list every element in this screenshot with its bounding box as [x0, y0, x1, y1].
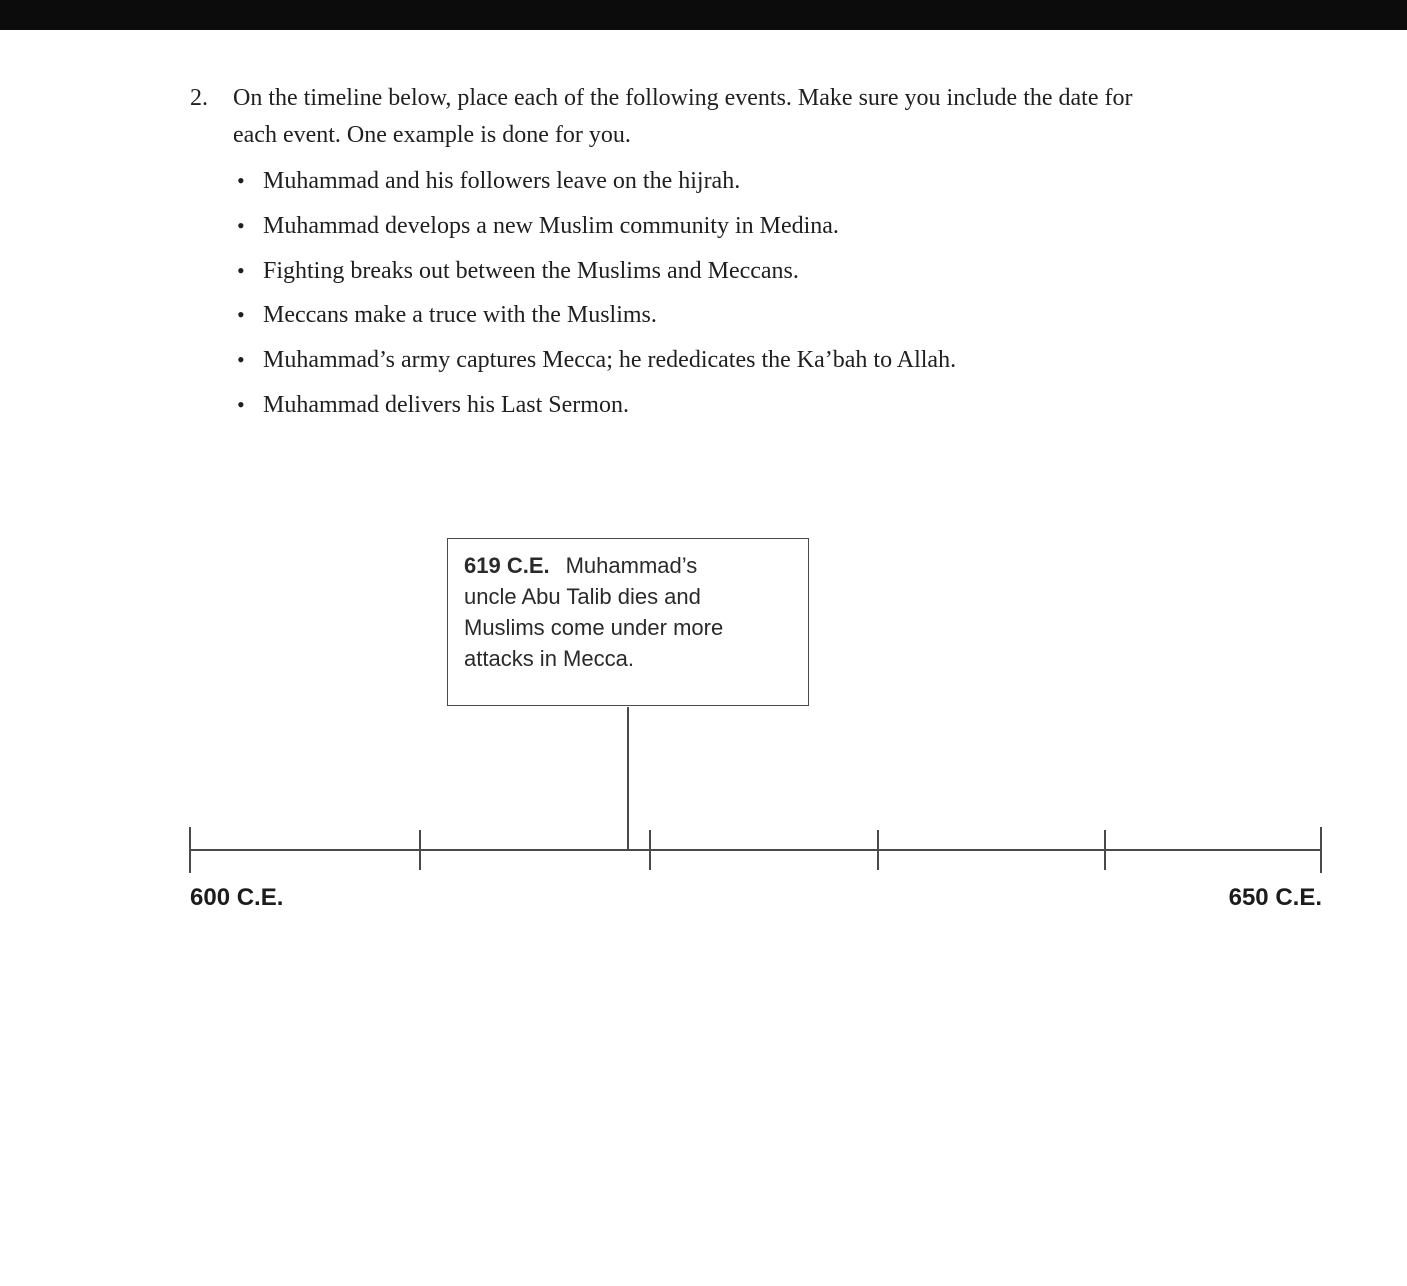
event-item: • Muhammad delivers his Last Sermon.	[233, 383, 956, 428]
example-box-connector-line	[627, 707, 629, 850]
event-item: • Meccans make a truce with the Muslims.	[233, 293, 956, 338]
event-item: • Muhammad develops a new Muslim community in Medina.	[233, 204, 956, 249]
event-item: • Muhammad and his followers leave on the hijrah.	[233, 159, 956, 204]
event-item: • Fighting breaks out between the Muslims and Meccans.	[233, 249, 956, 294]
event-list	[233, 159, 956, 428]
timeline-line	[190, 849, 1322, 851]
question-number: 2.	[190, 85, 208, 111]
timeline-tick	[877, 830, 879, 870]
question	[190, 80, 1190, 154]
example-event-date: 619 C.E.	[464, 553, 550, 578]
top-bar	[0, 0, 1407, 30]
example-event-text-wrap	[464, 550, 736, 674]
timeline-tick	[649, 830, 651, 870]
example-event-text: Muhammad’s uncle Abu Talib dies and Muslims come under more attacks in Mecca.	[464, 553, 724, 671]
timeline-tick-end	[1320, 827, 1322, 873]
event-item: • Muhammad’s army captures Mecca; he rededicates the Ka’bah to Allah.	[233, 338, 956, 383]
timeline-tick	[419, 830, 421, 870]
example-event-box	[447, 538, 809, 706]
timeline-end-label: 650 C.E.	[1228, 884, 1322, 911]
timeline-tick-start	[189, 827, 191, 873]
timeline-tick	[1104, 830, 1106, 870]
timeline-start-label: 600 C.E.	[190, 884, 284, 911]
question-text: On the timeline below, place each of the following events. Make sure you include the date for each event. One example is done for you.	[233, 85, 1133, 148]
